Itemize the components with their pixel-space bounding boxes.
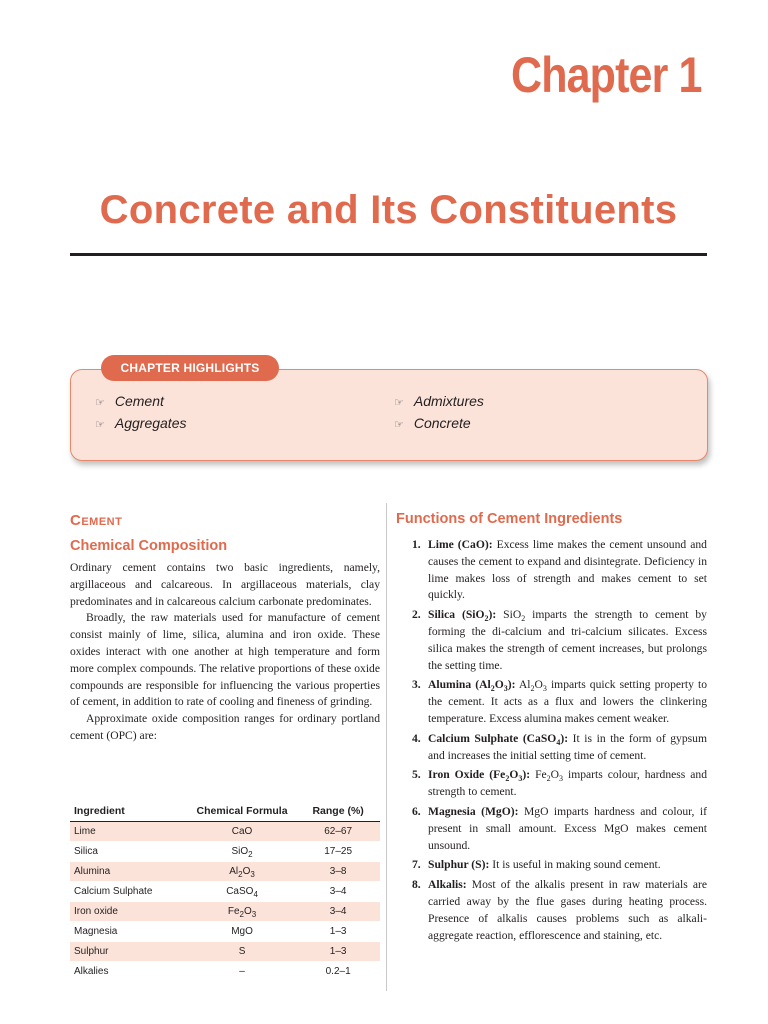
range-cell: 1–3 bbox=[296, 922, 380, 942]
table-header-row bbox=[70, 801, 380, 822]
subscript: 4 bbox=[556, 737, 561, 747]
subscript: 3 bbox=[518, 774, 523, 784]
subscript: 2 bbox=[248, 850, 253, 859]
subscript: 2 bbox=[484, 614, 489, 624]
range-cell: 0.2–1 bbox=[296, 962, 380, 982]
chapter-highlights-tab: CHAPTER HIGHLIGHTS bbox=[101, 355, 279, 381]
ingredient-term: Alkalis: bbox=[428, 878, 467, 892]
subheading-chemical-composition: Chemical Composition bbox=[70, 538, 228, 554]
ingredient-description: It is in the form of gypsum and increases the initial setting time of cement. bbox=[428, 731, 707, 762]
ingredient-cell: Silica bbox=[70, 842, 188, 862]
highlight-item: ☞ Cement bbox=[95, 393, 164, 409]
ingredient-cell: Calcium Sulphate bbox=[70, 882, 188, 902]
ingredient-description: MgO imparts hardness and colour, if present in small amount. Excess MgO makes cement unsound. bbox=[428, 804, 708, 852]
ingredient-description: It is useful in making sound cement. bbox=[492, 858, 661, 872]
ingredient-cell: Lime bbox=[70, 822, 188, 842]
column-header: Range (%) bbox=[296, 801, 380, 822]
section-heading-cement: Cement bbox=[70, 512, 123, 529]
subscript: 3 bbox=[251, 910, 257, 919]
list-number: 8. bbox=[412, 878, 421, 892]
subscript: 2 bbox=[521, 614, 526, 624]
list-number: 3. bbox=[412, 678, 421, 692]
ingredient-cell: Magnesia bbox=[70, 922, 188, 942]
list-number: 5. bbox=[412, 768, 421, 782]
pointing-hand-icon: ☞ bbox=[394, 419, 404, 431]
chapter-number: Chapter 1 bbox=[511, 47, 702, 103]
paragraph: Broadly, the raw materials used for manufacture of cement consist mainly of lime, silica, alumina and iron oxide. These oxides interact with one another at high temperature and form more complex compounds. The relative proportions of these oxide compounds are responsible for influencing the various properties of cement, in addition to rate of cooling and fineness of grinding. bbox=[70, 611, 380, 709]
column-header: Chemical Formula bbox=[188, 801, 297, 822]
highlight-item: ☞ Concrete bbox=[394, 415, 471, 431]
list-item bbox=[401, 767, 707, 801]
oxide-composition-table bbox=[70, 801, 380, 982]
ingredient-cell: Sulphur bbox=[70, 942, 188, 962]
subscript: 3 bbox=[559, 774, 564, 784]
range-cell: 1–3 bbox=[296, 942, 380, 962]
table-row bbox=[70, 942, 380, 962]
ingredient-term: Magnesia (MgO): bbox=[428, 804, 519, 818]
table-row bbox=[70, 822, 380, 842]
list-number: 6. bbox=[412, 804, 421, 818]
list-item bbox=[401, 857, 707, 874]
ingredient-term: Silica (SiO$_2$): bbox=[428, 608, 497, 624]
paragraph: Ordinary cement contains two basic ingredients, namely, argillaceous and calcareous. In argillaceous materials, clay predominates and in calcareous calcium carbonate predominates. bbox=[70, 561, 380, 608]
ingredient-description: $Al_2O_3$ imparts quick setting property to the cement. It acts as a flux and lowers the clinkering temperature. Excess alumina makes cement weaker. bbox=[428, 678, 707, 725]
ingredient-term: Alumina $(Al_2O_3)$: bbox=[428, 678, 516, 694]
subscript: 2 bbox=[490, 684, 495, 694]
list-number: 2. bbox=[412, 608, 421, 622]
ingredient-cell: Iron oxide bbox=[70, 902, 188, 922]
subscript: 4 bbox=[253, 890, 258, 899]
ingredient-term: Lime (CaO): bbox=[428, 538, 493, 551]
pointing-hand-icon: ☞ bbox=[95, 397, 105, 409]
heading-functions-of-cement-ingredients: Functions of Cement Ingredients bbox=[396, 511, 623, 527]
title-rule bbox=[70, 253, 707, 256]
subscript: 3 bbox=[250, 870, 255, 879]
ingredient-description: Most of the alkalis present in raw materials are carried away by the flue gases during heating process. Presence of alkalis causes problems such as alkali-aggregate reaction, efflorescence and staining, etc. bbox=[428, 878, 707, 942]
list-item bbox=[401, 877, 707, 944]
table-row bbox=[70, 962, 380, 982]
list-number: 1. bbox=[412, 538, 421, 551]
subscript: 2 bbox=[546, 774, 551, 784]
table-row bbox=[70, 862, 380, 882]
ingredient-cell: Alkalies bbox=[70, 962, 188, 982]
ingredient-term: Sulphur (S): bbox=[428, 858, 490, 872]
formula-cell: $Fe_2O_3$ bbox=[188, 902, 297, 922]
list-number: 4. bbox=[412, 731, 421, 745]
formula-cell: CaO bbox=[188, 822, 297, 842]
list-item bbox=[401, 607, 707, 674]
ingredient-description: SiO$_2$ imparts the strength to cement by forming the di-calcium and tri-calcium silicates. Excess silica makes the strength of cement increases, but prolongs the setting time. bbox=[428, 608, 707, 672]
ingredient-description: Excess lime makes the cement unsound and causes the cement to expand and disintegrate. Deficiency in lime makes loss of strength and makes cement to set quickly. bbox=[428, 538, 707, 602]
range-cell: 3–4 bbox=[296, 902, 380, 922]
column-divider bbox=[386, 503, 387, 991]
ingredient-term: Calcium Sulphate (CaSO$_4$): bbox=[428, 731, 569, 747]
column-header: Ingredient bbox=[70, 801, 188, 822]
ingredient-term: Iron Oxide $(Fe_2O_3)$: bbox=[428, 768, 531, 784]
table-row bbox=[70, 922, 380, 942]
list-item bbox=[401, 677, 707, 727]
list-item bbox=[401, 537, 707, 604]
table-row bbox=[70, 902, 380, 922]
pointing-hand-icon: ☞ bbox=[394, 397, 404, 409]
highlight-item: ☞ Aggregates bbox=[95, 415, 187, 431]
range-cell: 3–4 bbox=[296, 882, 380, 902]
formula-cell: CaSO$_4$ bbox=[188, 882, 297, 902]
subscript: 2 bbox=[505, 774, 510, 784]
highlight-item: ☞ Admixtures bbox=[394, 393, 484, 409]
ingredient-functions-list bbox=[401, 537, 707, 947]
subscript: 3 bbox=[503, 684, 508, 694]
formula-cell: SiO$_2$ bbox=[188, 842, 297, 862]
table-row bbox=[70, 882, 380, 902]
formula-cell: S bbox=[188, 942, 297, 962]
chapter-title: Concrete and Its Constituents bbox=[99, 188, 678, 232]
range-cell: 3–8 bbox=[296, 862, 380, 882]
range-cell: 17–25 bbox=[296, 842, 380, 862]
formula-cell: MgO bbox=[188, 922, 297, 942]
formula-cell: $Al_2O_3$ bbox=[188, 862, 297, 882]
subscript: 2 bbox=[530, 684, 535, 694]
subscript: 2 bbox=[239, 910, 244, 919]
range-cell: 62–67 bbox=[296, 822, 380, 842]
subscript: 2 bbox=[238, 870, 243, 879]
paragraph: Approximate oxide composition ranges for ordinary portland cement (OPC) are: bbox=[70, 712, 380, 742]
table-row bbox=[70, 842, 380, 862]
subscript: 3 bbox=[542, 684, 547, 694]
list-item bbox=[401, 804, 707, 854]
ingredient-description: $Fe_2O_3$ imparts colour, hardness and strength to cement. bbox=[428, 768, 707, 799]
formula-cell: – bbox=[188, 962, 297, 982]
body-text bbox=[70, 560, 380, 745]
list-item bbox=[401, 731, 707, 765]
list-number: 7. bbox=[412, 858, 421, 872]
ingredient-cell: Alumina bbox=[70, 862, 188, 882]
pointing-hand-icon: ☞ bbox=[95, 419, 105, 431]
